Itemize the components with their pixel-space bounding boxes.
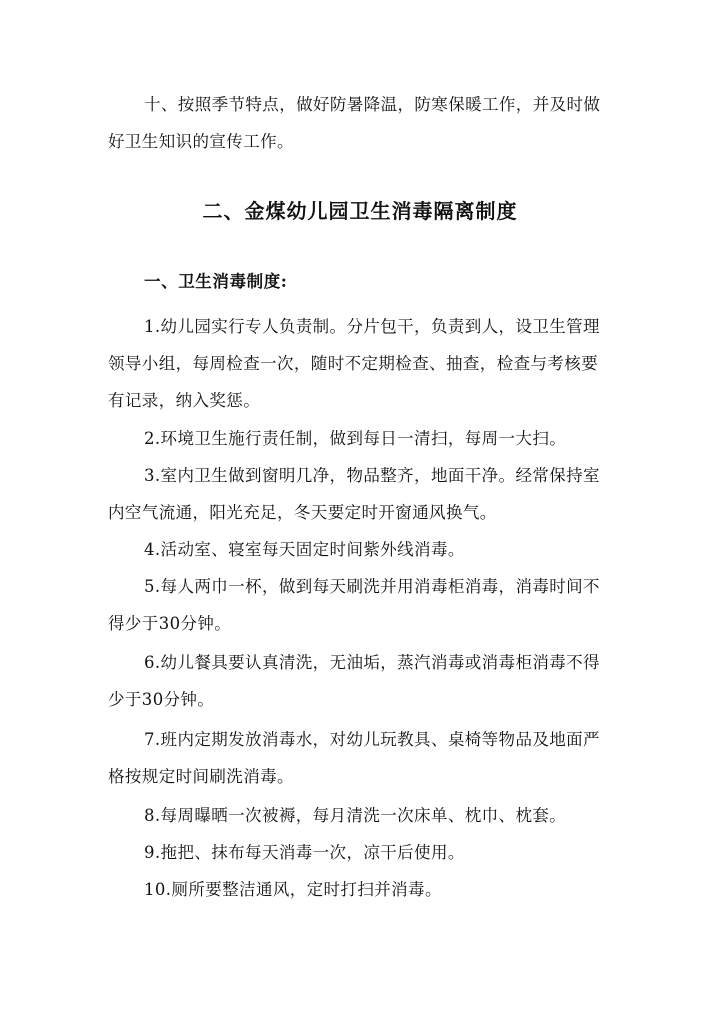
list-item-1: 1.幼儿园实行专人负责制。分片包干，负责到人，设卫生管理领导小组，每周检查一次，随时不定期检查、抽查，检查与考核要有记录，纳入奖惩。	[108, 317, 600, 410]
list-item-9: 9.拖把、抹布每天消毒一次，凉干后使用。	[144, 843, 465, 862]
paragraph-item-10-continuation: 十、按照季节特点，做好防暑降温，防寒保暖工作，并及时做好卫生知识的宣传工作。	[108, 95, 601, 151]
list-item-2: 2.环境卫生施行责任制，做到每日一清扫，每周一大扫。	[144, 429, 567, 448]
list-item-6: 6.幼儿餐具要认真清洗，无油垢，蒸汽消毒或消毒柜消毒不得少于30分钟。	[108, 653, 600, 709]
list-item-5: 5.每人两巾一杯，做到每天刷洗并用消毒柜消毒，消毒时间不得少于30分钟。	[108, 577, 600, 633]
list-item-4: 4.活动室、寝室每天固定时间紫外线消毒。	[144, 540, 465, 559]
list-item-3: 3.室内卫生做到窗明几净，物品整齐，地面干净。经常保持室内空气流通，阳光充足，冬天要定时开窗通风换气。	[108, 466, 600, 522]
list-item-8: 8.每周曝晒一次被褥，每月清洗一次床单、枕巾、枕套。	[144, 806, 567, 825]
list-item-7: 7.班内定期发放消毒水，对幼儿玩教具、桌椅等物品及地面严格按规定时间刷洗消毒。	[108, 730, 600, 786]
list-item-10: 10.厕所要整洁通风，定时打扫并消毒。	[144, 880, 442, 899]
document-title: 二、金煤幼儿园卫生消毒隔离制度	[202, 199, 518, 223]
section-heading: 一、卫生消毒制度:	[144, 272, 288, 291]
